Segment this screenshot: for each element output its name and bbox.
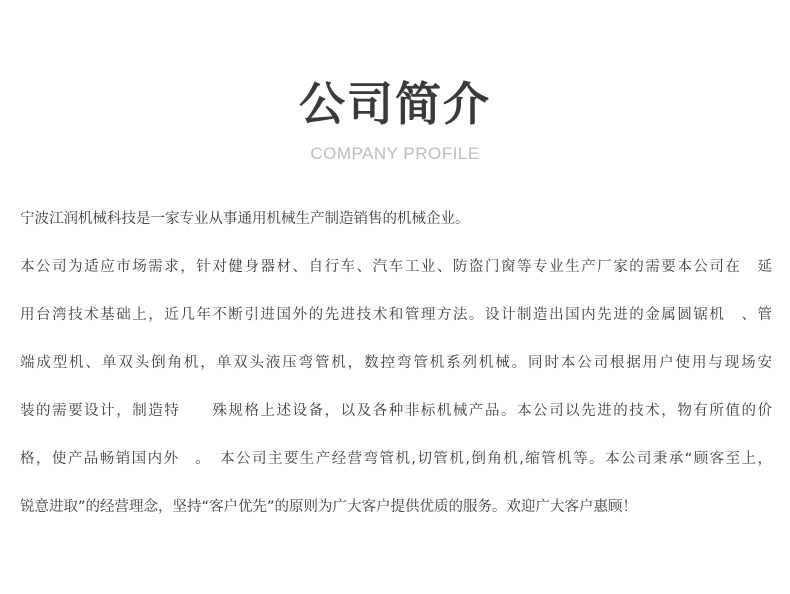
description-line: 本公司为适应市场需求，针对健身器材、自行车、汽车工业、防盗门窗等专业生产厂家的需要本公司在 延 [20, 259, 772, 275]
company-description [20, 255, 772, 543]
description-line: 锐意进取”的经营理念，坚持“客户优先”的原则为广大客户提供优质的服务。欢迎广大客户惠顾！ [20, 499, 638, 515]
description-line: 用台湾技术基础上，近几年不断引进国外的先进技术和管理方法。设计制造出国内先进的金属圆锯机 、管 [20, 307, 772, 323]
page-subtitle: COMPANY PROFILE [310, 144, 480, 163]
intro-paragraph: 宁波江润机械科技是一家专业从事通用机械生产制造销售的机械企业。 [20, 211, 470, 227]
description-line: 端成型机、单双头倒角机，单双头液压弯管机，数控弯管机系列机械。同时本公司根据用户使用与现场安 [20, 355, 772, 371]
description-line: 装的需要设计，制造特 殊规格上述设备，以及各种非标机械产品。本公司以先进的技术，物有所值的价 [20, 403, 772, 419]
page-title: 公司简介 [299, 77, 491, 131]
description-line: 格，使产品畅销国内外 。 本公司主要生产经营弯管机,切管机,倒角机,缩管机等。本公司秉承“顾客至上， [20, 451, 772, 467]
